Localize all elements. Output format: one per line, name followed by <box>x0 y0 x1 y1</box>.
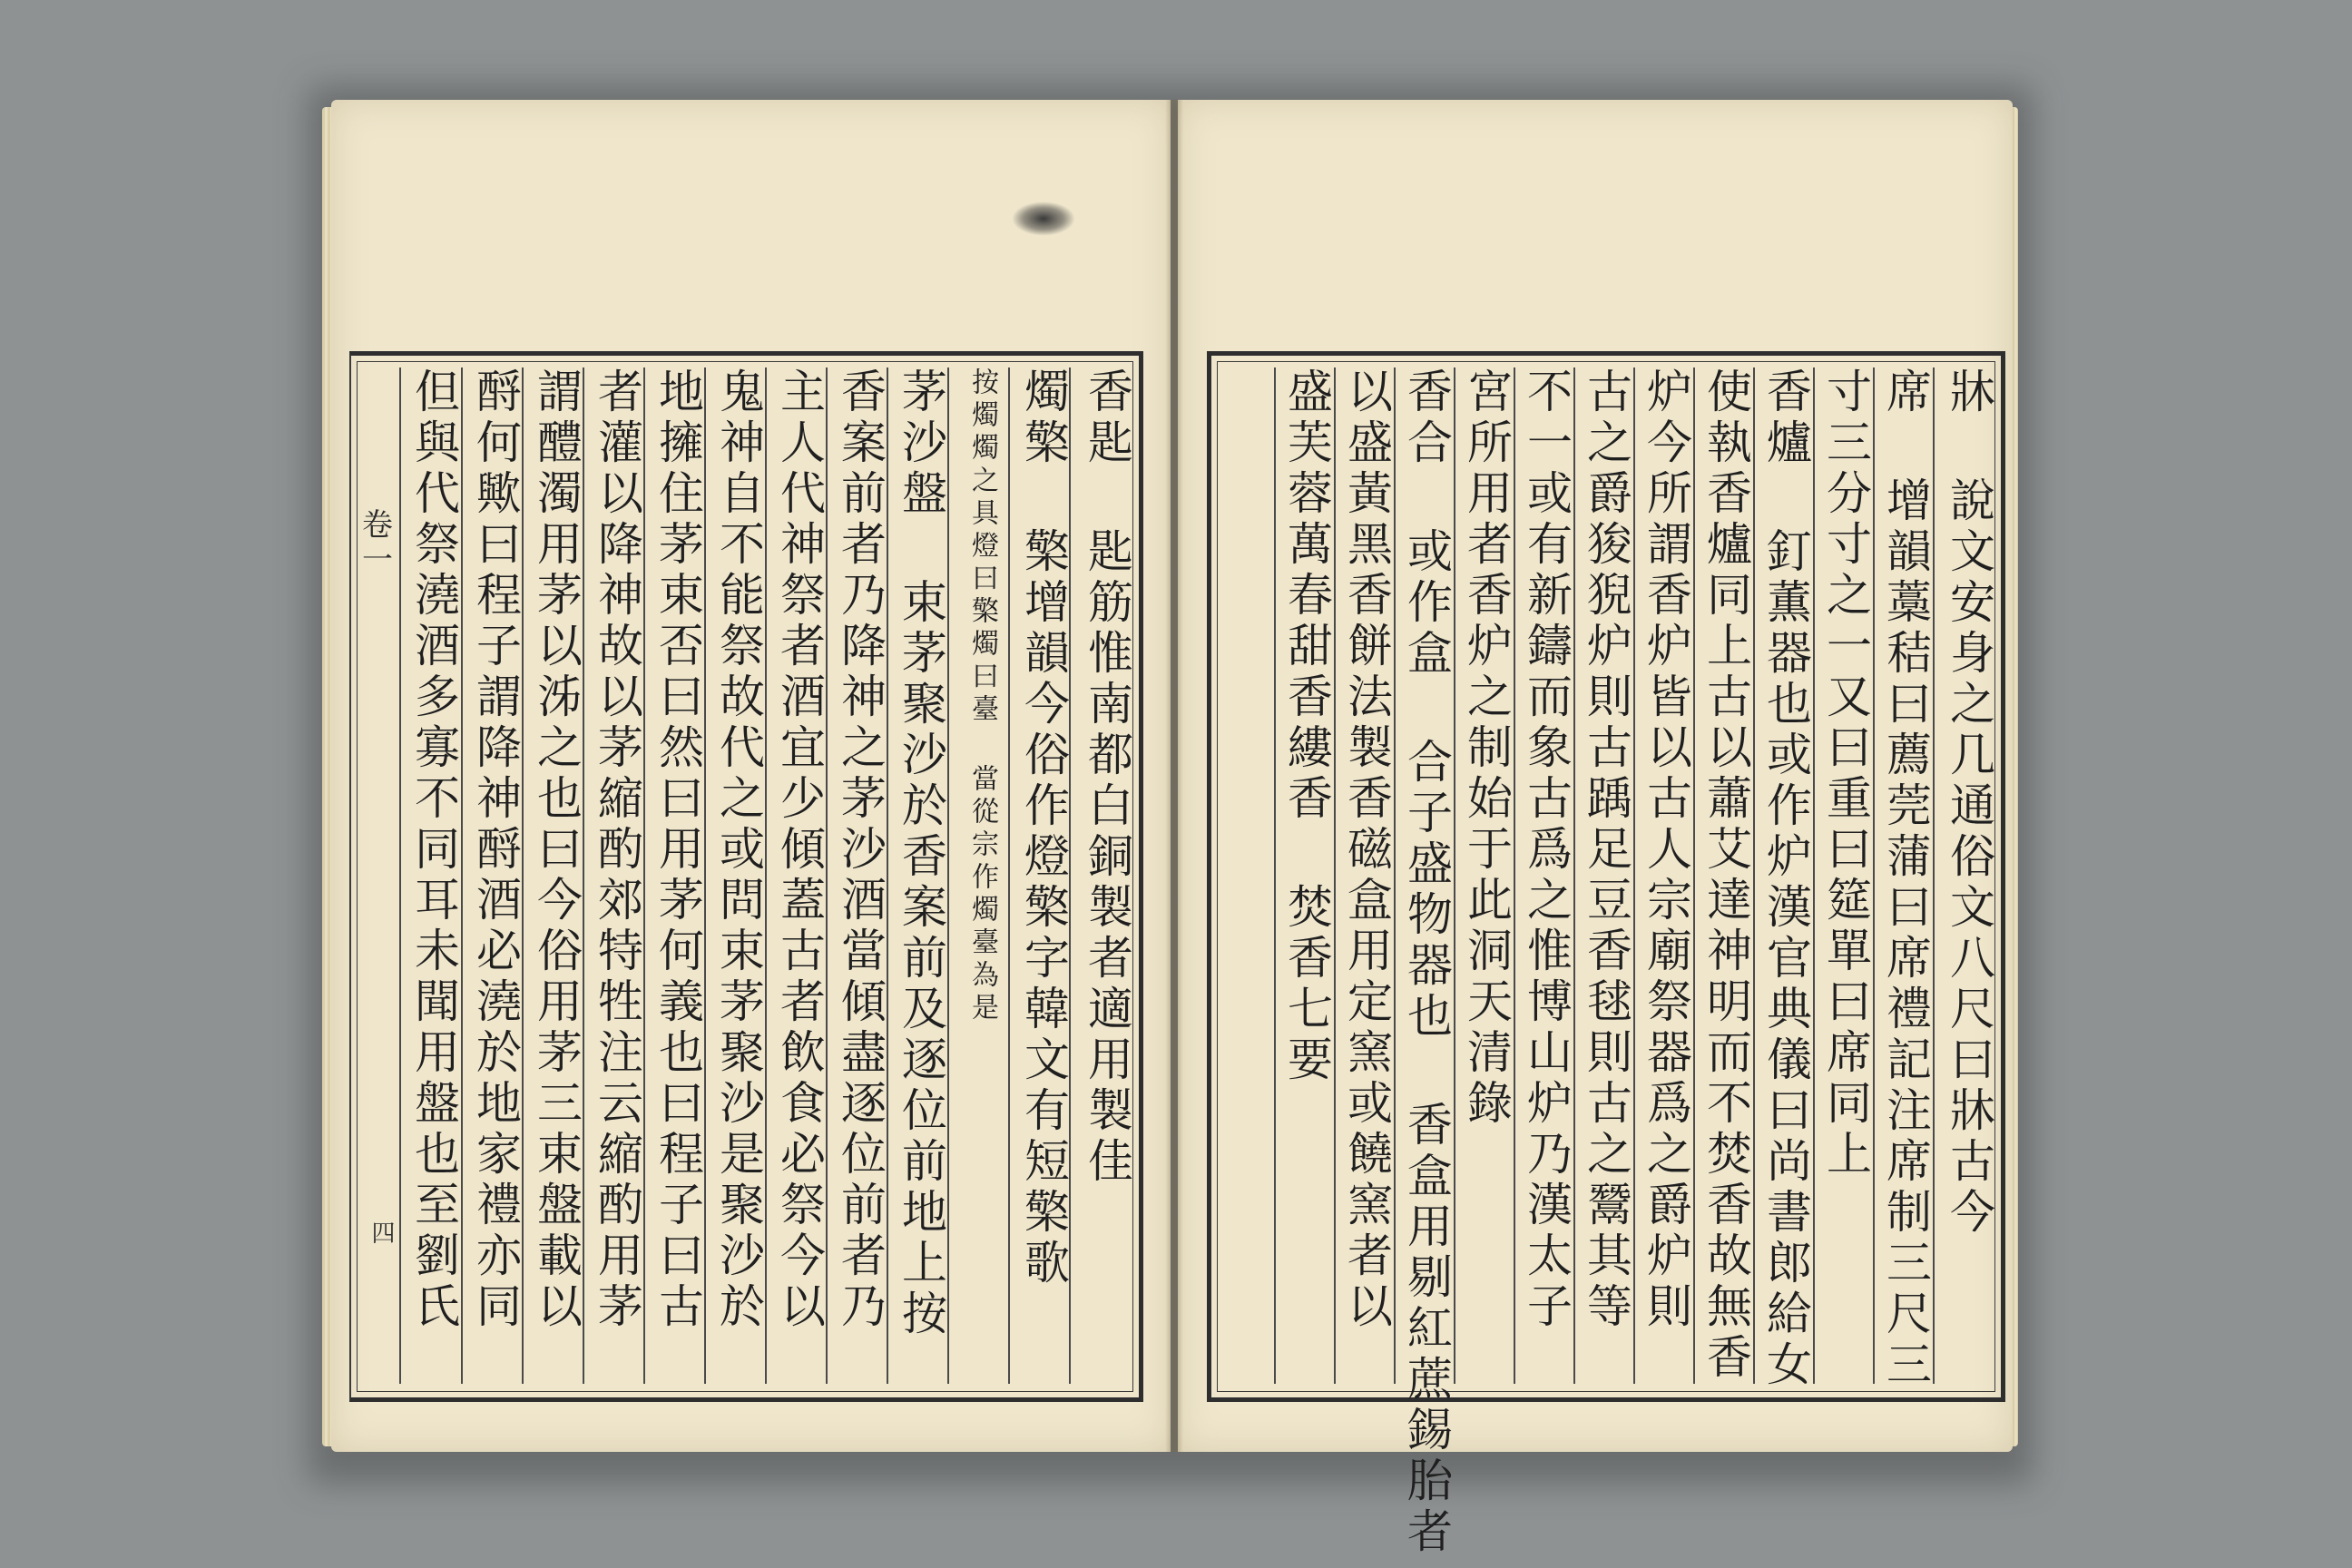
text-column: 古之爵狻猊炉則古踽足豆香毬則古之鬵其等 <box>1580 368 1632 1333</box>
text-column: 炉今所謂香炉皆以古人宗廟祭器爲之爵炉則 <box>1640 368 1692 1333</box>
text-column: 以盛黃黑香餅法製香磁盒用定窯或饒窯者以 <box>1340 368 1393 1333</box>
volume-margin <box>357 508 393 1325</box>
text-column: 主人代神祭者酒宜少傾蓋古者飲食必祭今以 <box>773 368 826 1333</box>
text-column: 酹何歟曰程子謂降神酹酒必澆於地家禮亦同 <box>469 368 522 1333</box>
column-rule <box>1274 368 1276 1384</box>
column-rule <box>399 368 401 1384</box>
text-column: 香合 或作盒 合子盛物器也 香盒用剔紅蔗錫胎者 <box>1400 368 1453 1558</box>
text-column: 宮所用者香炉之制始于此洞天清錄 <box>1460 368 1513 1130</box>
text-column: 使執香爐同上古以蕭艾達神明而不焚香故無香 <box>1700 368 1752 1384</box>
text-column: 盛芙蓉萬春甜香縷香 焚香七要 <box>1280 368 1333 1086</box>
text-column: 香案前者乃降神之茅沙酒當傾盡逐位前者乃 <box>834 368 887 1333</box>
ink-smudge <box>1012 201 1075 236</box>
book-gutter <box>1165 100 1183 1452</box>
text-column: 牀 說文安身之几通俗文八尺曰牀古今 <box>1943 368 1995 1239</box>
text-column: 地擁住茅束否曰然曰用茅何義也曰程子曰古 <box>652 368 704 1333</box>
text-column: 但與代祭澆酒多寡不同耳未聞用盤也至劉氏 <box>407 368 460 1333</box>
text-column: 燭檠 檠增韻今俗作燈檠字韓文有短檠歌 <box>1017 368 1070 1289</box>
text-column: 按燭燭之具燈曰檠燭曰臺 當從宗作燭臺為是 <box>966 368 998 1025</box>
text-column: 者灌以降神故以茅縮酌郊特牲注云縮酌用茅 <box>591 368 643 1333</box>
text-column: 鬼神自不能祭故代之或問束茅聚沙是聚沙於 <box>712 368 765 1333</box>
text-column: 茅沙盤 束茅聚沙於香案前及逐位前地上按 <box>895 368 947 1340</box>
text-column: 寸三分寸之一又曰重曰筵單曰席同上 <box>1819 368 1872 1181</box>
text-column: 謂醴濁用茅以泲之也曰今俗用茅三束盤載以 <box>530 368 583 1333</box>
text-column: 不一或有新鑄而象古爲之惟博山炉乃漢太子 <box>1520 368 1573 1333</box>
text-column: 香匙 匙筋惟南都白銅製者適用製佳 <box>1081 368 1133 1188</box>
volume-label: 卷一 <box>356 508 393 577</box>
text-column: 席 增韻藁秸曰薦莞蒲曰席禮記注席制三尺三 <box>1879 368 1932 1391</box>
text-column: 香爐 釘薫器也或作炉漢官典儀曰尚書郎給女 <box>1759 368 1812 1391</box>
folio-number: 四 <box>368 1220 395 1244</box>
